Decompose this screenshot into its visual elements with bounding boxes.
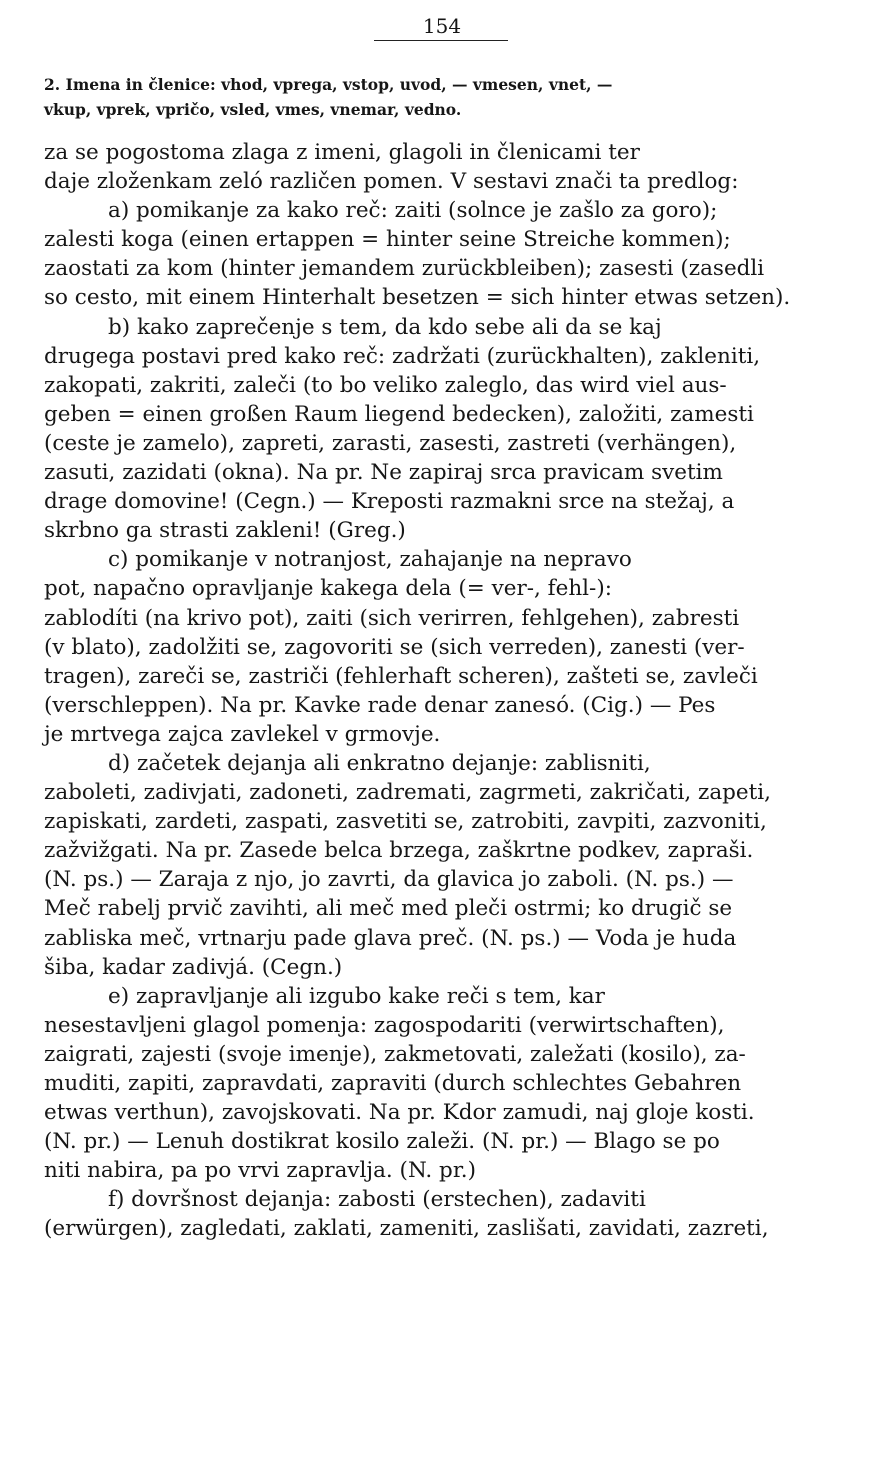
text-line: je mrtvega zajca zavlekel v grmovje.	[44, 721, 441, 747]
text-line: zaostati za kom (hinter jemandem zurückbleiben); zasesti (zasedli	[44, 256, 765, 282]
text-line: (erwürgen), zagledati, zaklati, zameniti, zaslišati, zavidati, zazreti,	[44, 1216, 769, 1242]
text-line: za se pogostoma zlaga z imeni, glagoli in členicami ter	[44, 140, 640, 165]
text-line: muditi, zapiti, zapravdati, zapraviti (durch schlechtes Gebahren	[44, 1071, 742, 1096]
text-line: drage domovine! (Cegn.) — Kreposti razmakni srce na stežaj, a	[44, 489, 735, 515]
text-line: a) pomikanje za kako reč: zaiti (solnce je zašlo za goro);	[108, 198, 718, 224]
text-line: c) pomikanje v notranjost, zahajanje na nepravo	[108, 547, 632, 573]
text-line: (N. ps.) — Zaraja z njo, jo zavrti, da glavica jo zaboli. (N. ps.) —	[44, 867, 734, 893]
intro-paragraph	[44, 72, 842, 122]
intro-line-2: vkup, vprek, vpričo, vsled, vmes, vnemar, vedno.	[44, 100, 462, 119]
text-line: šiba, kadar zadivjá. (Cegn.)	[44, 954, 343, 980]
text-line: etwas verthun), zavojskovati. Na pr. Kdor zamudi, naj gloje kosti.	[44, 1100, 755, 1126]
text-line: b) kako zaprečenje s tem, da kdo sebe ali da se kaj	[108, 314, 662, 340]
text-line: skrbno ga strasti zakleni! (Greg.)	[44, 518, 406, 544]
text-line: zapiskati, zardeti, zaspati, zasvetiti se, zatrobiti, zavpiti, zazvoniti,	[44, 809, 767, 835]
text-line: zažvižgati. Na pr. Zasede belca brzega, zaškrtne podkev, zapraši.	[44, 838, 754, 864]
text-line: d) začetek dejanja ali enkratno dejanje: zablisniti,	[108, 750, 651, 776]
text-line: zaboleti, zadivjati, zadoneti, zadremati, zagrmeti, zakričati, zapeti,	[44, 780, 771, 806]
text-line: so cesto, mit einem Hinterhalt besetzen = sich hinter etwas setzen).	[44, 285, 791, 311]
text-line: niti nabira, pa po vrvi zapravlja. (N. pr.)	[44, 1158, 476, 1184]
text-line: drugega postavi pred kako reč: zadržati (zurückhalten), zakleniti,	[44, 343, 761, 369]
text-line: nesestavljeni glagol pomenja: zagospodariti (verwirtschaften),	[44, 1012, 725, 1038]
intro-line-1: 2. Imena in členice: vhod, vprega, vstop, uvod, — vmesen, vnet, —	[44, 75, 613, 94]
text-line: geben = einen großen Raum liegend bedecken), založiti, zamesti	[44, 401, 754, 427]
text-line: (v blato), zadolžiti se, zagovoriti se (sich verreden), zanesti (ver-	[44, 634, 745, 660]
text-line: tragen), zareči se, zastriči (fehlerhaft scheren), zašteti se, zavleči	[44, 663, 758, 689]
text-line: f) dovršnost dejanja: zabosti (erstechen), zadaviti	[108, 1187, 646, 1213]
text-line: zalesti koga (einen ertappen = hinter seine Streiche kommen);	[44, 227, 731, 253]
text-line: zabliska meč, vrtnarju pade glava preč. (N. ps.) — Voda je huda	[44, 925, 737, 951]
text-line: zablodíti (na krivo pot), zaiti (sich verirren, fehlgehen), zabresti	[44, 605, 740, 631]
text-line: (N. pr.) — Lenuh dostikrat kosilo zaleži. (N. pr.) — Blago se po	[44, 1129, 720, 1155]
text-line: Meč rabelj prvič zavihti, ali meč med pleči ostrmi; ko drugič se	[44, 896, 733, 922]
text-line: e) zapravljanje ali izgubo kake reči s tem, kar	[108, 983, 605, 1009]
page-number: 154	[422, 14, 462, 38]
text-line: (ceste je zamelo), zapreti, zarasti, zasesti, zastreti (verhängen),	[44, 430, 737, 456]
text-line: (verschleppen). Na pr. Kavke rade denar zanesó. (Cig.) — Pes	[44, 692, 716, 718]
text-line: zasuti, zazidati (okna). Na pr. Ne zapiraj srca pravicam svetim	[44, 460, 723, 486]
text-line: zaigrati, zajesti (svoje imenje), zakmetovati, zaležati (kosilo), za-	[44, 1041, 746, 1067]
text-line: zakopati, zakriti, zaleči (to bo veliko zaleglo, das wird viel aus-	[44, 372, 727, 398]
main-text	[44, 138, 842, 1244]
header-rule	[374, 40, 508, 41]
text-line: pot, napačno opravljanje kakega dela (= ver-, fehl-):	[44, 576, 612, 602]
text-line: daje zloženkam zeló različen pomen. V sestavi znači ta predlog:	[44, 169, 739, 195]
